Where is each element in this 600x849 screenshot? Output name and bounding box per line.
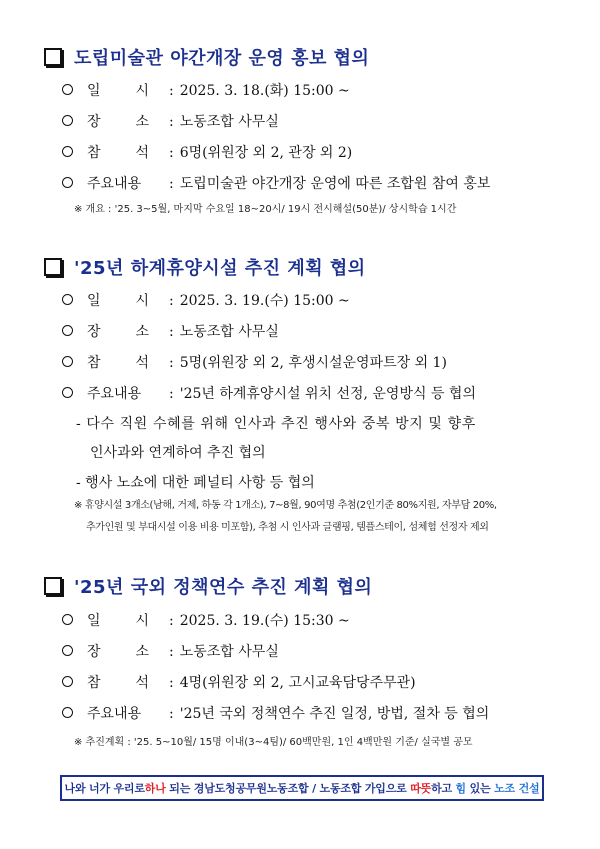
section-1-row-place	[62, 111, 279, 131]
checkbox-square-icon	[44, 577, 62, 595]
colon: :	[169, 145, 174, 161]
label-part: 참	[87, 355, 101, 371]
label-part: 석	[135, 355, 149, 371]
label-part: 참	[87, 675, 101, 691]
section-3-title: '25년 국외 정책연수 추진 계획 협의	[74, 577, 373, 598]
section-2-title: '25년 하계휴양시설 추진 계획 협의	[74, 258, 366, 279]
section-2-dash-1: - 다수 직원 수혜를 위해 인사과 추진 행사와 중복 방지 및 향후	[76, 416, 476, 432]
colon: :	[169, 293, 174, 309]
label-part: 시	[135, 613, 149, 629]
content-value: 도립미술관 야간개장 운영에 따른 조합원 참여 홍보	[179, 176, 491, 192]
circle-bullet-icon	[62, 325, 73, 336]
slogan-part: 되는 경남도청공무원노동조합 / 노동조합 가입으로	[165, 782, 411, 795]
section-2-row-date	[62, 290, 350, 310]
label-part: 장	[87, 644, 101, 660]
colon: :	[169, 176, 174, 192]
circle-bullet-icon	[62, 356, 73, 367]
attendees-value: 4명(위원장 외 2, 고시교육담당주무관)	[179, 675, 416, 691]
content-label: 주요내용	[87, 386, 142, 402]
label-part: 석	[135, 675, 149, 691]
slogan-part: 나와 너가 우리로	[64, 782, 145, 795]
place-value: 노동조합 사무실	[179, 324, 279, 340]
circle-bullet-icon	[62, 115, 73, 126]
section-3-heading	[44, 573, 372, 599]
colon: :	[169, 386, 174, 402]
checkbox-square-icon	[44, 48, 62, 66]
section-3-row-attendees	[62, 672, 416, 692]
circle-bullet-icon	[62, 707, 73, 718]
section-2-row-content	[62, 383, 476, 403]
footer-slogan	[60, 775, 544, 801]
section-2-note-line-1: ※ 휴양시설 3개소(남해, 거제, 하동 각 1개소), 7~8월, 90여명 추첨(2인기준 80%지원, 자부담 20%,	[74, 500, 497, 511]
slogan-highlight-red: 하나	[144, 782, 166, 795]
attendees-value: 5명(위원장 외 2, 후생시설운영파트장 외 1)	[179, 355, 447, 371]
section-2-note-line-2: 추가인원 및 부대시설 이용 비용 미포함), 추첨 시 인사과 글램핑, 템플스테이, 섬체험 선정자 제외	[86, 522, 489, 533]
colon: :	[169, 355, 174, 371]
circle-bullet-icon	[62, 387, 73, 398]
label-part: 참	[87, 145, 101, 161]
colon: :	[169, 706, 174, 722]
label-part: 소	[135, 324, 149, 340]
label-part: 소	[135, 114, 149, 130]
section-1-row-content	[62, 173, 490, 193]
colon: :	[169, 644, 174, 660]
label-part: 장	[87, 324, 101, 340]
section-2-row-place	[62, 321, 279, 341]
colon: :	[169, 675, 174, 691]
circle-bullet-icon	[62, 676, 73, 687]
slogan-highlight-blue: 힘	[455, 782, 466, 795]
label-part: 시	[135, 83, 149, 99]
slogan-part: 하고	[431, 782, 456, 795]
date-value: 2025. 3. 18.(화) 15:00 ~	[179, 83, 350, 99]
circle-bullet-icon	[62, 84, 73, 95]
circle-bullet-icon	[62, 146, 73, 157]
date-value: 2025. 3. 19.(수) 15:30 ~	[179, 613, 350, 629]
place-value: 노동조합 사무실	[179, 114, 279, 130]
section-2-heading	[44, 254, 366, 280]
section-3-row-date	[62, 610, 350, 630]
colon: :	[169, 83, 174, 99]
section-2-row-attendees	[62, 352, 447, 372]
label-part: 석	[135, 145, 149, 161]
checkbox-square-icon	[44, 258, 62, 276]
content-value: '25년 국외 정책연수 추진 일정, 방법, 절차 등 협의	[179, 706, 490, 722]
colon: :	[169, 324, 174, 340]
section-1-note: ※ 개요 : '25. 3~5월, 마지막 수요일 18~20시/ 19시 전시해설(50분)/ 상시학습 1시간	[74, 204, 457, 215]
content-label: 주요내용	[87, 706, 142, 722]
attendees-value: 6명(위원장 외 2, 관장 외 2)	[179, 145, 353, 161]
slogan-highlight-blue: 노조 건설	[494, 782, 540, 795]
label-part: 소	[135, 644, 149, 660]
section-2-dash-2: - 행사 노쇼에 대한 페널티 사항 등 협의	[76, 475, 315, 491]
circle-bullet-icon	[62, 645, 73, 656]
label-part: 일	[87, 613, 101, 629]
section-1-title: 도립미술관 야간개장 운영 홍보 협의	[74, 48, 370, 69]
content-value: '25년 하계휴양시설 위치 선정, 운영방식 등 협의	[179, 386, 476, 402]
section-1-row-date	[62, 80, 350, 100]
section-3-row-content	[62, 703, 489, 723]
section-3-note: ※ 추진계획 : '25. 5~10월/ 15명 이내(3~4팀)/ 60백만원, 1인 4백만원 기준/ 실국별 공모	[74, 737, 473, 748]
circle-bullet-icon	[62, 294, 73, 305]
label-part: 장	[87, 114, 101, 130]
colon: :	[169, 613, 174, 629]
section-2-dash-1-cont: 인사과와 연계하여 추진 협의	[90, 445, 266, 461]
label-part: 일	[87, 293, 101, 309]
section-1-heading	[44, 44, 369, 70]
slogan-highlight-red: 따뜻	[410, 782, 432, 795]
label-part: 시	[135, 293, 149, 309]
colon: :	[169, 114, 174, 130]
content-label: 주요내용	[87, 176, 142, 192]
circle-bullet-icon	[62, 614, 73, 625]
circle-bullet-icon	[62, 177, 73, 188]
place-value: 노동조합 사무실	[179, 644, 279, 660]
label-part: 일	[87, 83, 101, 99]
slogan-part: 있는	[465, 782, 495, 795]
section-1-row-attendees	[62, 142, 352, 162]
date-value: 2025. 3. 19.(수) 15:00 ~	[179, 293, 350, 309]
section-3-row-place	[62, 641, 279, 661]
